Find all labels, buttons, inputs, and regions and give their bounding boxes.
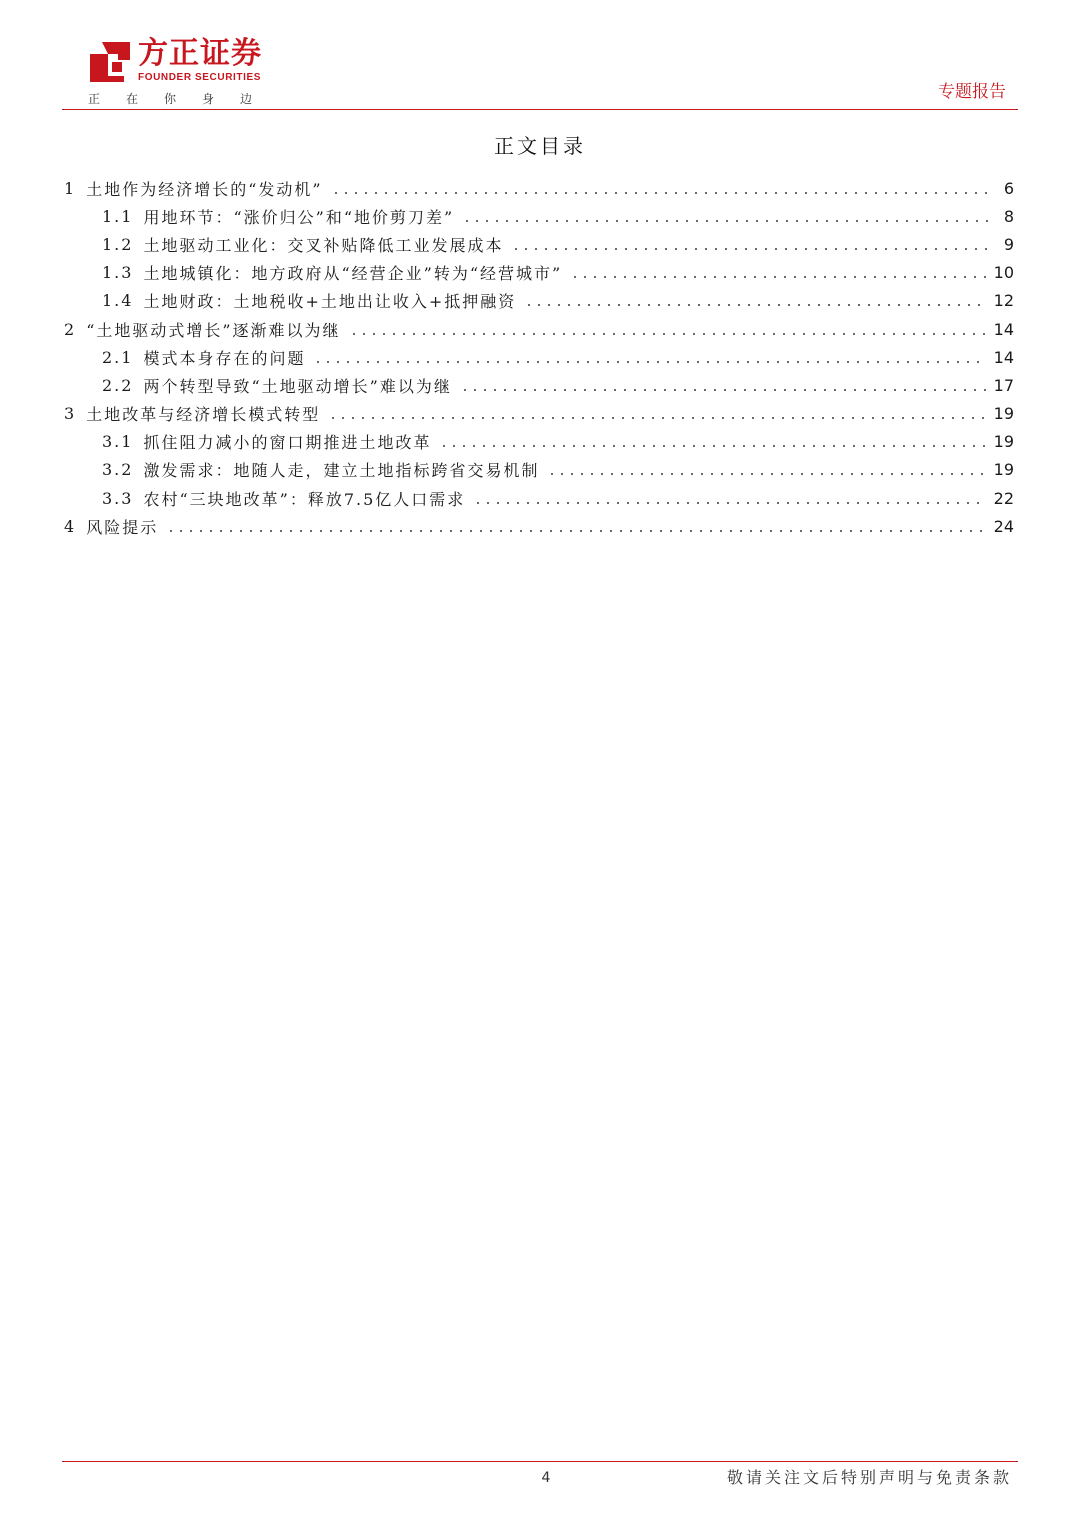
footer-disclaimer: 敬请关注文后特别声明与免责条款: [726, 1468, 1012, 1487]
toc-dot-leader: [524, 304, 985, 306]
toc-entry-number: 4: [64, 516, 77, 536]
table-of-contents: [62, 174, 1018, 540]
toc-dot-leader: [166, 530, 985, 532]
toc-entry-number: 1.3: [102, 263, 134, 283]
toc-entry-3-2[interactable]: [62, 456, 1018, 484]
toc-entry-title: 土地财政：土地税收+土地出让收入+抵押融资: [143, 292, 517, 312]
toc-entry-number: 1: [64, 178, 77, 198]
toc-entry-1-2[interactable]: [62, 230, 1018, 258]
toc-entry-title: 土地作为经济增长的“发动机”: [86, 179, 323, 199]
toc-entry-title: 土地驱动工业化：交叉补贴降低工业发展成本: [143, 235, 504, 255]
toc-entry-page: 24: [993, 516, 1014, 536]
toc-entry-number: 2: [64, 319, 77, 339]
toc-entry-title: 土地城镇化：地方政府从“经营企业”转为“经营城市”: [143, 264, 563, 284]
toc-entry-2[interactable]: [62, 315, 1018, 343]
toc-dot-leader: [473, 502, 985, 504]
toc-entry-1-4[interactable]: [62, 287, 1018, 315]
toc-entry-title: 农村“三块地改革”：释放7.5亿人口需求: [143, 489, 466, 509]
toc-entry-page: 14: [993, 319, 1014, 339]
toc-dot-leader: [511, 248, 992, 250]
page-number: 4: [541, 1470, 551, 1486]
toc-entry-page: 22: [993, 488, 1014, 508]
toc-dot-leader: [349, 333, 986, 335]
founder-logo-icon: [88, 40, 132, 84]
toc-dot-leader: [547, 473, 985, 475]
company-slogan: 正在你身边: [88, 92, 279, 106]
toc-entry-page: 19: [993, 460, 1014, 480]
toc-entry-page: 10: [993, 263, 1014, 283]
toc-entry-page: 17: [993, 375, 1014, 395]
toc-entry-3-1[interactable]: [62, 428, 1018, 456]
footer-divider: [62, 1461, 1018, 1462]
toc-dot-leader: [570, 276, 985, 278]
logo-english-name: FOUNDER SECURITIES: [138, 72, 262, 83]
toc-entry-3-3[interactable]: [62, 484, 1018, 512]
toc-entry-page: 6: [1003, 178, 1014, 198]
toc-entry-number: 2.2: [102, 375, 134, 395]
toc-entry-1[interactable]: [62, 174, 1018, 202]
toc-entry-number: 1.2: [102, 234, 134, 254]
toc-dot-leader: [439, 445, 985, 447]
toc-entry-number: 2.1: [102, 347, 134, 367]
toc-dot-leader: [328, 417, 985, 419]
toc-entry-page: 8: [1003, 206, 1014, 226]
toc-entry-number: 3.1: [102, 432, 134, 452]
toc-dot-leader: [331, 192, 992, 194]
toc-dot-leader: [462, 220, 992, 222]
toc-entry-1-3[interactable]: [62, 259, 1018, 287]
toc-entry-number: 1.1: [102, 206, 134, 226]
toc-entry-page: 9: [1003, 234, 1014, 254]
toc-entry-1-1[interactable]: [62, 202, 1018, 230]
toc-entry-number: 3.3: [102, 488, 134, 508]
toc-entry-title: “土地驱动式增长”逐渐难以为继: [86, 320, 341, 340]
toc-entry-4[interactable]: [62, 512, 1018, 540]
toc-entry-number: 1.4: [102, 291, 134, 311]
toc-entry-3[interactable]: [62, 400, 1018, 428]
toc-entry-title: 两个转型导致“土地驱动增长”难以为继: [143, 376, 452, 396]
toc-dot-leader: [313, 361, 985, 363]
toc-entry-title: 风险提示: [86, 517, 159, 537]
logo-chinese-name: 方正证券: [138, 36, 262, 71]
toc-entry-page: 12: [993, 291, 1014, 311]
toc-title: 正文目录: [494, 134, 586, 158]
toc-entry-page: 19: [993, 404, 1014, 424]
page-header: [62, 36, 1018, 110]
toc-entry-page: 19: [993, 432, 1014, 452]
report-type-label: 专题报告: [938, 82, 1006, 102]
toc-entry-page: 14: [993, 347, 1014, 367]
toc-entry-number: 3.2: [102, 460, 134, 480]
toc-entry-title: 激发需求：地随人走，建立土地指标跨省交易机制: [143, 461, 540, 481]
header-divider: [62, 109, 1018, 110]
toc-entry-title: 用地环节：“涨价归公”和“地价剪刀差”: [143, 207, 455, 227]
toc-entry-2-1[interactable]: [62, 343, 1018, 371]
toc-entry-2-2[interactable]: [62, 371, 1018, 399]
toc-entry-title: 土地改革与经济增长模式转型: [86, 405, 321, 425]
toc-entry-title: 模式本身存在的问题: [143, 348, 306, 368]
toc-entry-title: 抓住阻力减小的窗口期推进土地改革: [143, 433, 432, 453]
toc-entry-number: 3: [64, 404, 77, 424]
toc-dot-leader: [460, 389, 986, 391]
